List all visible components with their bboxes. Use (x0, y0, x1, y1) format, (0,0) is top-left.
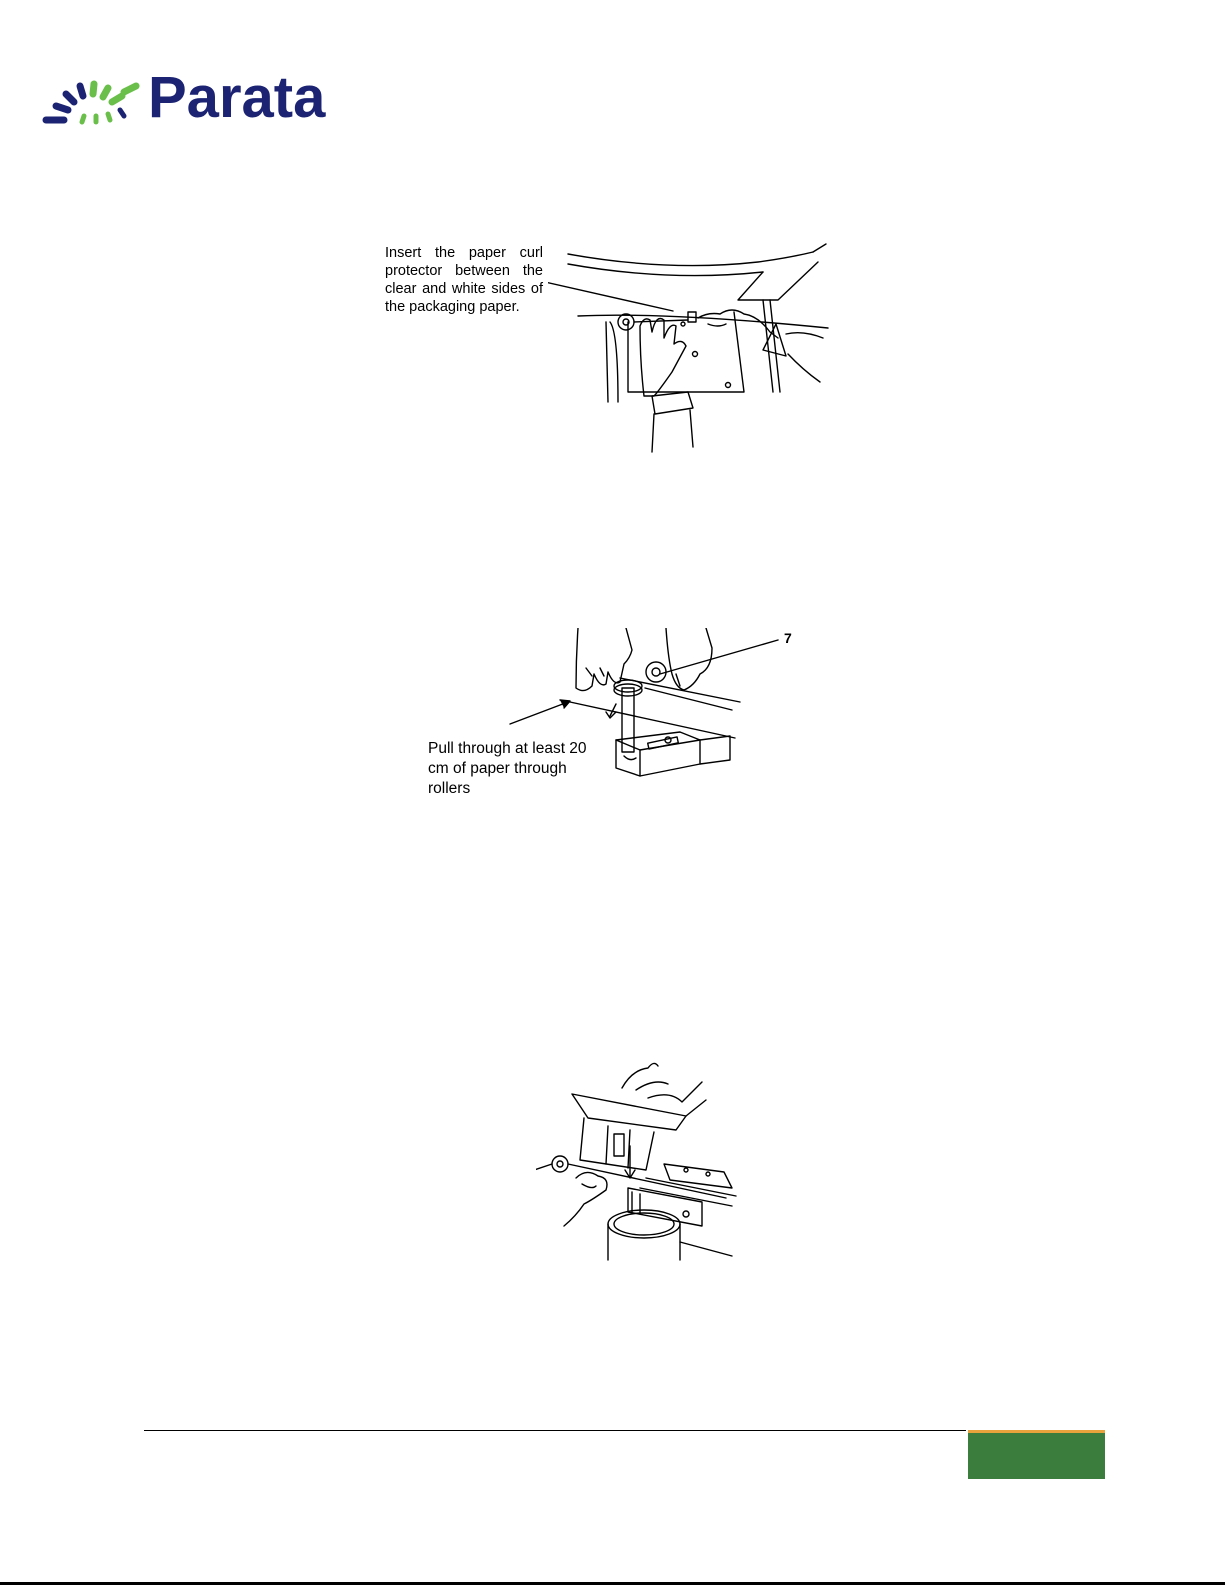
curl-protector-illustration (548, 242, 838, 454)
page-number-box (968, 1430, 1105, 1479)
figure-1-caption: Insert the paper curl protector between the clear and white sides of the packaging paper. (385, 245, 543, 315)
figure-2-caption: Pull through at least 20 cm of paper through rollers (428, 740, 587, 797)
brand-wordmark: Parata (148, 65, 326, 130)
footer-divider (144, 1430, 966, 1431)
sunburst-dashes-icon (38, 72, 148, 132)
paper-guide-illustration (536, 1060, 746, 1270)
parata-logo (38, 65, 418, 132)
callout-number: 7 (784, 630, 792, 646)
